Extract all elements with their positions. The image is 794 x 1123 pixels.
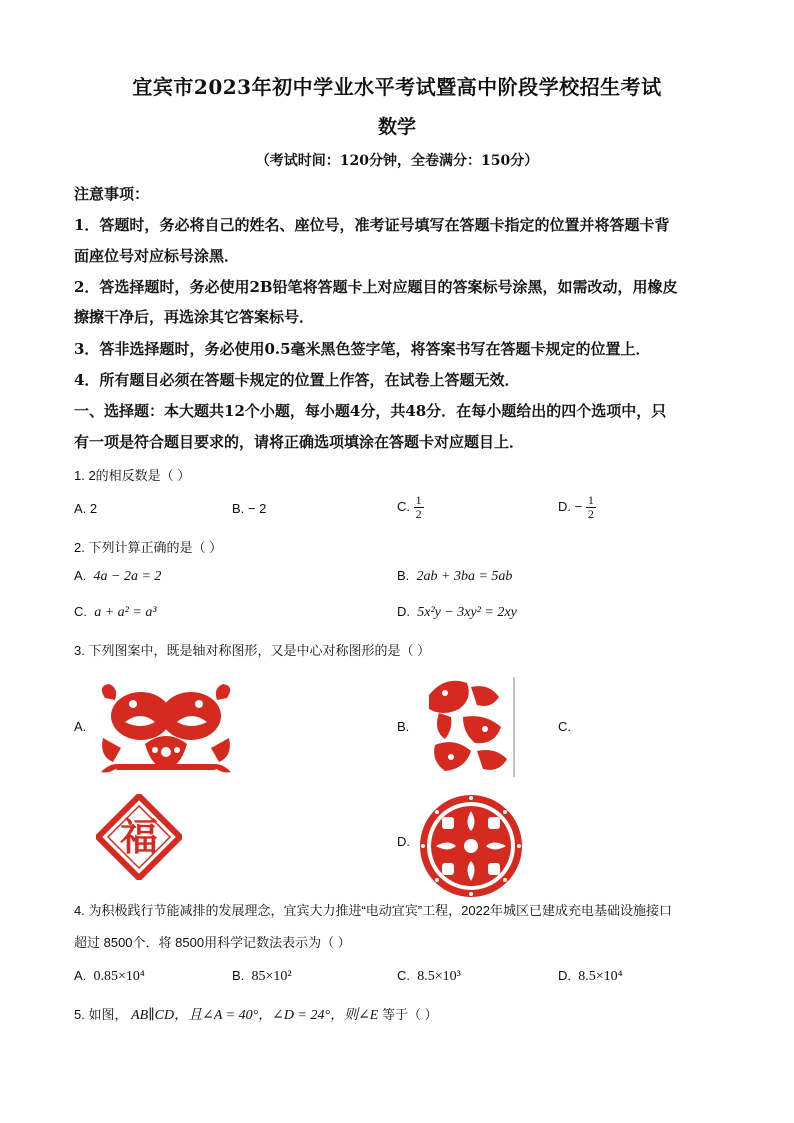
q3-stem: 3. 下列图案中，既是轴对称图形，又是中心对称图形的是（ ）: [74, 643, 431, 658]
q3-option-a-label: A.: [74, 719, 87, 734]
q4-option-d: [558, 968, 623, 985]
twin-fish-papercut-image: [95, 678, 237, 776]
q5-stem: [74, 1004, 438, 1024]
q2-option-d-expr: 5x²y − 3xy² = 2xy: [417, 605, 517, 620]
note-1-line-1: 1．答题时，务必将自己的姓名、座位号，准考证号填写在答题卡指定的位置并将答题卡背: [74, 216, 670, 234]
q1-option-c-fraction: [414, 494, 424, 521]
q4-option-c-expr: 8.5×10³: [417, 969, 461, 984]
q4-stem-line-2: 超过 8500个．将 8500用科学记数法表示为（ ）: [74, 935, 351, 950]
q1-option-d-fraction: [586, 494, 596, 521]
q1-stem: 1. 2的相反数是（ ）: [74, 468, 191, 483]
q1-option-c-label: C.: [397, 498, 410, 514]
q1-option-c: [397, 494, 424, 521]
q3-option-c-label: C.: [558, 719, 571, 734]
q4-option-b: [232, 968, 292, 985]
q2-option-a-label: A.: [74, 568, 87, 583]
q4-option-d-expr: 8.5×10⁴: [578, 969, 623, 984]
q4-option-a-expr: 0.85×10⁴: [93, 969, 145, 984]
subject-title: 数学: [377, 116, 416, 138]
q2-stem: 2. 下列计算正确的是（ ）: [74, 540, 223, 555]
q2-option-b: [397, 568, 512, 585]
q3-option-b-label: B.: [397, 719, 410, 734]
note-4: 4．所有题目必须在答题卡规定的位置上作答，在试卷上答题无效．: [74, 371, 520, 389]
note-1-line-2: 面座位号对应标号涂黑．: [74, 247, 240, 265]
exam-info: （考试时间：120分钟，全卷满分：150分）: [255, 153, 539, 169]
exam-title: 宜宾市2023年初中学业水平考试暨高中阶段学校招生考试: [132, 75, 662, 99]
q4-option-b-expr: 85×10²: [251, 969, 292, 984]
q2-option-d-label: D.: [397, 604, 410, 619]
swirl-fish-papercut-image: [415, 673, 517, 777]
q1-option-d-label: D. −: [558, 498, 583, 514]
circular-medallion-papercut-image: [418, 793, 524, 899]
fu-character: 福: [119, 814, 158, 859]
section-1-line-1: 一、选择题：本大题共12个小题，每小题4分，共48分．在每小题给出的四个选项中，只: [74, 402, 667, 420]
q4-option-d-label: D.: [558, 968, 571, 983]
q2-option-d: [397, 604, 517, 621]
q2-option-c: [74, 604, 157, 621]
note-2-line-2: 擦擦干净后，再选涂其它答案标号．: [74, 308, 315, 326]
q2-option-a-expr: 4a − 2a = 2: [93, 569, 162, 584]
q1-option-b: B. − 2: [232, 501, 267, 516]
q5-stem-prefix: 5. 如图，: [74, 1007, 128, 1022]
q1-option-a: A. 2: [74, 501, 98, 516]
q4-option-b-label: B.: [232, 968, 245, 983]
q5-stem-math: AB∥CD，且∠A = 40°，∠D = 24°，则∠E: [131, 1008, 379, 1023]
q1-d-numerator: 1: [587, 493, 594, 507]
q4-stem-line-1: 4. 为积极践行节能减排的发展理念，宜宾大力推进“电动宜宾”工程，2022年城区已建成充电基础设施接口: [74, 903, 673, 918]
notes-heading: 注意事项：: [74, 185, 150, 203]
q4-option-a-label: A.: [74, 968, 87, 983]
q5-stem-suffix: 等于（ ）: [381, 1007, 438, 1022]
section-1-line-2: 有一项是符合题目要求的，请将正确选项填涂在答题卡对应题目上．: [74, 433, 525, 451]
q4-option-c-label: C.: [397, 968, 410, 983]
q1-d-denominator: 2: [587, 507, 594, 521]
q2-option-b-expr: 2ab + 3ba = 5ab: [416, 569, 513, 584]
q2-option-a: [74, 568, 161, 585]
q4-option-a: [74, 968, 145, 985]
q3-option-d-label: D.: [397, 834, 410, 849]
note-2-line-1: 2．答选择题时，务必使用2B铅笔将答题卡上对应题目的答案标号涂黑，如需改动，用橡皮: [74, 278, 678, 296]
q2-option-b-label: B.: [397, 568, 410, 583]
note-3: 3．答非选择题时，务必使用0.5毫米黑色签字笔，将答案书写在答题卡规定的位置上．: [74, 340, 651, 358]
q2-option-c-expr: a + a² = a³: [94, 605, 157, 620]
q2-option-c-label: C.: [74, 604, 87, 619]
q4-option-c: [397, 968, 461, 985]
q1-c-denominator: 2: [415, 507, 422, 521]
q1-c-numerator: 1: [415, 493, 422, 507]
q1-option-d: [558, 494, 596, 521]
